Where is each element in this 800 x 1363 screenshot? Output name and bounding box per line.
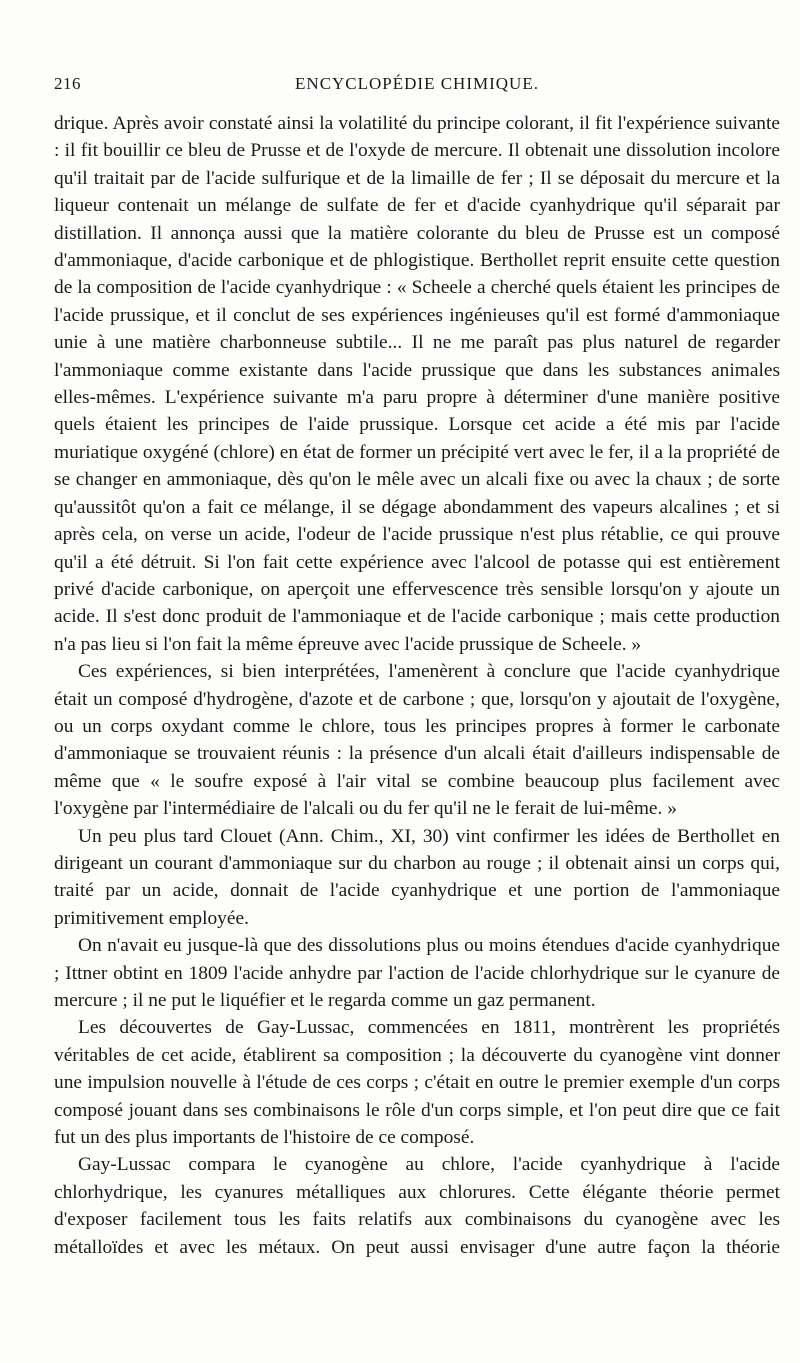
paragraph-4: On n'avait eu jusque-là que des dissolutions plus ou moins étendues d'acide cyanhydrique ; Ittner obtint en 1809 l'acide anhydre par l'action de l'acide chlorhydrique sur le cyanure de mercure ; il ne put le liquéfier et le regarda comme un gaz permanent. [54,935,780,1011]
paragraph-6: Gay-Lussac compara le cyanogène au chlore, l'acide cyanhydrique à l'acide chlorhydrique, les cyanures métalliques aux chlorures. Cette élégante théorie permet d'exposer facilement tous les faits relatifs aux combinaisons du cyanogène avec les métalloïdes et avec les métaux. On peut aussi envisager d'une autre façon la théorie [54,1154,780,1258]
paragraph-3: Un peu plus tard Clouet (Ann. Chim., XI, 30) vint confirmer les idées de Berthollet en dirigeant un courant d'ammoniaque sur du charbon au rouge ; il obtenait ainsi un corps qui, traité par un acide, donnait de l'acide cyanhydrique et une portion de l'ammoniaque primitivement employée. [54,825,780,929]
page-number: 216 [54,74,81,93]
paragraph-1: drique. Après avoir constaté ainsi la volatilité du principe colorant, il fit l'expérience suivante : il fit bouillir ce bleu de Prusse et de l'oxyde de mercure. Il obtenait une dissolution incolore qu'il traitait par de l'acide sulfurique et de la limaille de fer ; Il se déposait du mercure et la liqueur contenait un mélange de sulfate de fer et d'acide cyanhydrique qu'il séparait par distillation. Il annonça aussi que la matière colorante du bleu de Prusse est un composé d'ammoniaque, d'acide carbonique et de phlogistique. Berthollet reprit ensuite cette question de la composition de l'acide cyanhydrique : « Scheele a cherché quels étaient les principes de l'acide prussique, et il conclut de ses expériences ingénieuses qu'il est formé d'ammoniaque unie à une matière charbonneuse subtile... Il ne me paraît pas plus naturel de regarder l'ammoniaque comme existante dans l'acide prussique que dans les substances animales elles-mêmes. L'expérience suivante m'a paru propre à déterminer d'une manière positive quels étaient les principes de l'aide prussique. Lorsque cet acide a été mis par l'acide muriatique oxygéné (chlore) en état de former un précipité vert avec le fer, il a la propriété de se changer en ammoniaque, dès qu'on le mêle avec un alcali fixe ou avec la chaux ; de sorte qu'aussitôt qu'on a fait ce mélange, il se dégage abondamment des vapeurs alcalines ; et si après cela, on verse un acide, l'odeur de l'acide prussique n'est plus rétablie, ce qui prouve qu'il a été détruit. Si l'on fait cette expérience avec l'alcool de potasse qui est entièrement privé d'acide carbonique, on aperçoit une effervescence très sensible lorsqu'on y ajoute un acide. Il s'est donc produit de l'ammoniaque et de l'acide carbonique ; mais cette production n'a pas lieu si l'on fait la même épreuve avec l'acide prussique de Scheele. » [54,113,780,655]
paragraph-5: Les découvertes de Gay-Lussac, commencées en 1811, montrèrent les propriétés véritables de cet acide, établirent sa composition ; la découverte du cyanogène vint donner une impulsion nouvelle à l'étude de ces corps ; c'était en outre le premier exemple d'un corps composé jouant dans ses combinaisons le rôle d'un corps simple, et l'on peut dire que ce fait fut un des plus importants de l'histoire de ce composé. [54,1017,780,1149]
paragraph-2: Ces expériences, si bien interprétées, l'amenèrent à conclure que l'acide cyanhydrique était un composé d'hydrogène, d'azote et de carbone ; que, lorsqu'on y ajoutait de l'oxygène, ou un corps oxydant comme le chlore, tous les principes propres à former le carbonate d'ammoniaque se trouvaient réunis : la présence d'un alcali était d'ailleurs indispensable de même que « le soufre exposé à l'air vital se combine beaucoup plus facilement avec l'oxygène par l'intermédiaire de l'alcali ou du fer qu'il ne le ferait de lui-même. » [54,661,780,820]
page-header [54,74,780,98]
running-title: ENCYCLOPÉDIE CHIMIQUE. [295,74,539,93]
body-text [54,110,780,1261]
